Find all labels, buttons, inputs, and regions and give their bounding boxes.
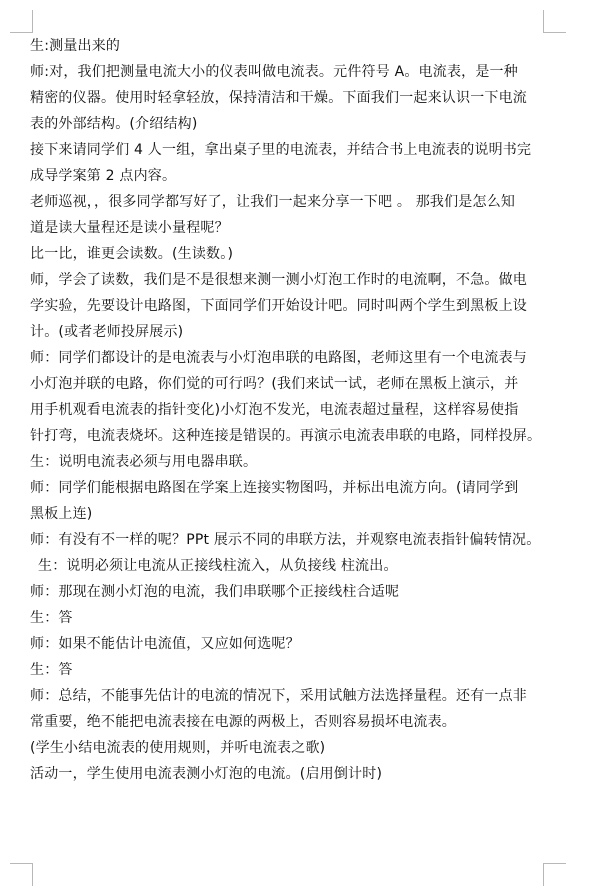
text-line: 生：答 [30,610,73,626]
text-line: 用手机观看电流表的指针变化)小灯泡不发光，电流表超过量程，这样容易使指 [30,402,519,418]
margin-mark-top-left [10,10,33,33]
text-line: 精密的仪器。使用时轻拿轻放，保持清洁和干燥。下面我们一起来认识一下电流 [30,90,527,106]
text-line: 生：说明必须让电流从正接线柱流入，从负接线 柱流出。 [38,558,398,574]
text-line: 针打弯，电流表烧坏。这种连接是错误的。再演示电流表串联的电路，同样投屏。 [30,428,542,444]
text-line: 表的外部结构。(介绍结构) [30,116,198,132]
text-line: 接下来请同学们 4 人一组，拿出桌子里的电流表，并结合书上电流表的说明书完 [30,142,532,158]
text-line: 常重要，绝不能把电流表接在电源的两极上，否则容易损坏电流表。 [30,714,456,730]
text-line: 师:对，我们把测量电流大小的仪表叫做电流表。元件符号 A。电流表，是一种 [30,64,518,80]
text-line: 小灯泡并联的电路，你们觉的可行吗？(我们来试一试，老师在黑板上演示，并 [30,376,519,392]
text-line: 师：同学们都设计的是电流表与小灯泡串联的电路图，老师这里有一个电流表与 [30,350,527,366]
text-line: 生：说明电流表必须与用电器串联。 [30,454,258,470]
text-line: 老师巡视，，很多同学都写好了，让我们一起来分享一下吧 。 那我们是怎么知 [30,194,516,210]
text-line: (学生小结电流表的使用规则，并听电流表之歌) [30,740,326,756]
document-body [30,33,570,787]
text-line: 师：同学们能根据电路图在学案上连接实物图吗，并标出电流方向。(请同学到 [30,480,519,496]
text-line: 师：有没有不一样的呢？PPt 展示不同的串联方法，并观察电流表指针偏转情况。 [30,532,541,548]
text-line: 生:测量出来的 [30,38,121,54]
text-line: 比一比，谁更会读数。(生读数。) [30,246,234,262]
text-line: 黑板上连) [30,506,93,522]
text-line: 师：总结，不能事先估计的电流的情况下，采用试触方法选择量程。还有一点非 [30,688,527,704]
text-line: 成导学案第 2 点内容。 [30,168,177,184]
text-line: 生：答 [30,662,73,678]
text-line: 师：那现在测小灯泡的电流，我们串联哪个正接线柱合适呢 [30,584,400,600]
text-line: 活动一，学生使用电流表测小灯泡的电流。(启用倒计时) [30,766,383,782]
margin-mark-top-right [543,10,566,33]
text-line: 师，学会了读数，我们是不是很想来测一测小灯泡工作时的电流啊，不急。做电 [30,272,527,288]
margin-mark-bottom-right [543,863,566,886]
text-line: 道是读大量程还是读小量程呢？ [30,220,229,236]
text-line: 计。(或者老师投屏展示) [30,324,184,340]
margin-mark-bottom-left [10,863,33,886]
text-line: 学实验，先要设计电路图，下面同学们开始设计吧。同时叫两个学生到黑板上设 [30,298,527,314]
text-line: 师：如果不能估计电流值，又应如何选呢？ [30,636,300,652]
